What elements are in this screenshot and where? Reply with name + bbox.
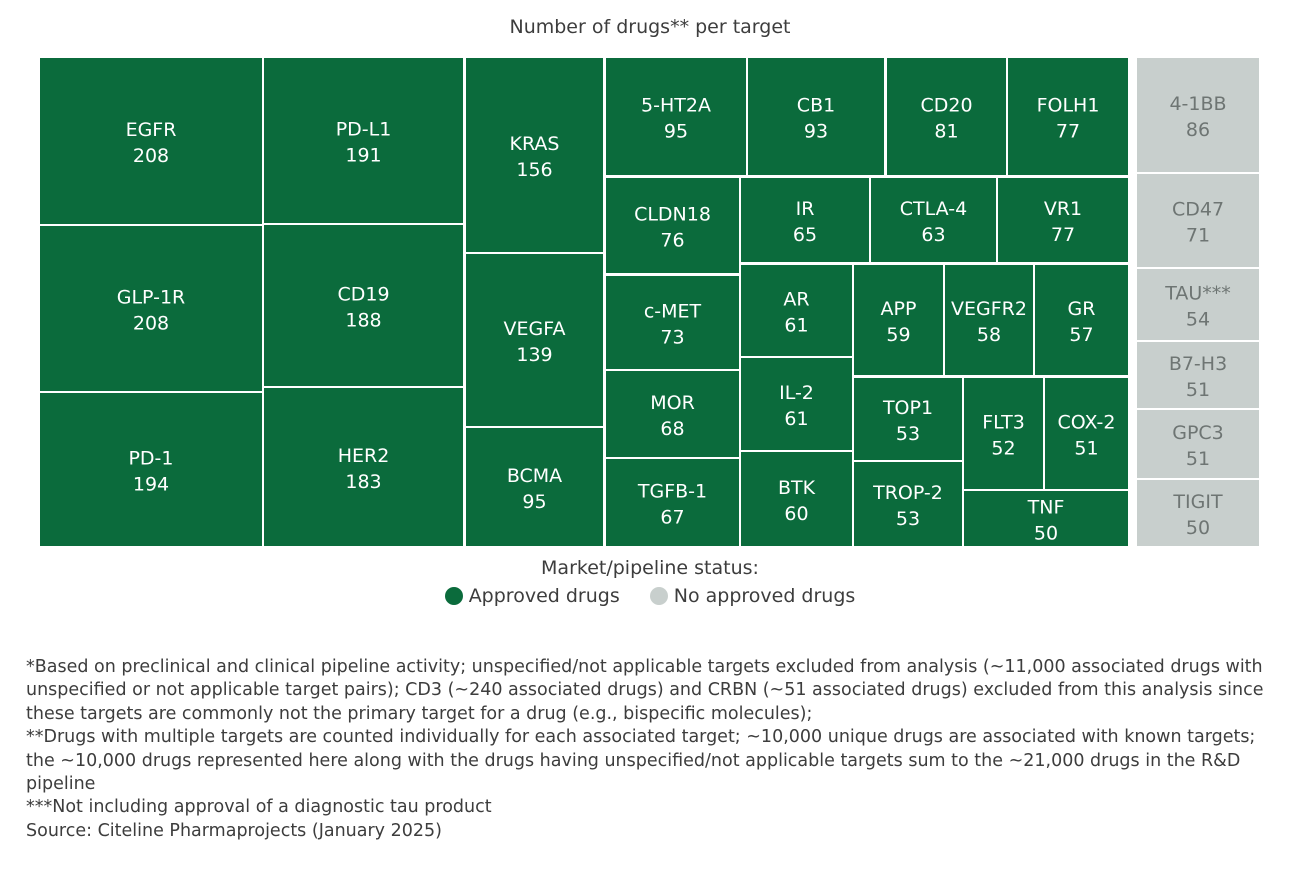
- legend: [0, 585, 1300, 607]
- treemap-rect-kras: [466, 58, 603, 252]
- treemap-label-vegfa: VEGFA: [503, 318, 566, 340]
- treemap-cell-gr: [1035, 265, 1128, 375]
- treemap-label-flt3: FLT3: [982, 411, 1025, 434]
- treemap-rect-vegfa: [466, 254, 603, 426]
- treemap-value-5-ht2a: 95: [663, 120, 689, 143]
- treemap-value-folh1: 77: [1055, 120, 1081, 143]
- treemap-cell-il-2: [741, 358, 852, 450]
- treemap-value-trop-2: 53: [895, 508, 921, 530]
- treemap-rect-top1: [854, 378, 962, 460]
- treemap-label-c-met: c-MET: [643, 300, 702, 323]
- treemap-value-tnf: 50: [1033, 522, 1059, 545]
- treemap-rect-ctla-4: [871, 178, 996, 262]
- treemap-cell-vegfa: [466, 254, 603, 426]
- treemap-label-tau: TAU***: [1165, 282, 1231, 305]
- footnote-1: *Based on preclinical and clinical pipeline activity; unspecified/not applicable targets excluded from analysis (~11,000 associated drugs with unspecified or not applicable target pairs); CD3 (~240 associated drugs) and CRBN (~51 associated drugs) excluded from this analysis since these targets are commonly not the primary target for a drug (e.g., bispecific molecules);: [26, 657, 1264, 724]
- treemap-value-flt3: 52: [991, 437, 1016, 460]
- treemap-label-cldn18: CLDN18: [634, 203, 711, 226]
- legend-item-approved: [445, 585, 620, 607]
- treemap-label-gr: GR: [1067, 298, 1096, 320]
- treemap-value-ar: 61: [784, 314, 809, 337]
- treemap-label-pd-l1: PD-L1: [335, 118, 392, 141]
- treemap-cell-ir: [741, 178, 869, 262]
- footnote-4: Source: Citeline Pharmaprojects (January 2025): [26, 820, 442, 841]
- treemap-cell-trop-2: [854, 462, 962, 546]
- legend-label-approved: Approved drugs: [468, 585, 620, 607]
- treemap-label-cb1: CB1: [796, 94, 836, 117]
- treemap-rect-app: [854, 265, 943, 375]
- treemap-value-cd47: 71: [1185, 224, 1211, 247]
- treemap-label-top1: TOP1: [882, 397, 934, 419]
- treemap-cell-tigit: [1137, 480, 1259, 546]
- treemap-value-top1: 53: [895, 423, 921, 445]
- legend-title: Market/pipeline status:: [541, 557, 759, 579]
- treemap-cell-egfr: [40, 58, 262, 224]
- treemap-label-ir: IR: [795, 198, 815, 220]
- treemap-value-gr: 57: [1069, 324, 1094, 346]
- treemap-label-kras: KRAS: [509, 133, 560, 155]
- treemap-label-ctla-4: CTLA-4: [899, 198, 968, 220]
- treemap-value-il-2: 61: [784, 408, 809, 430]
- treemap-value-ir: 65: [792, 224, 818, 246]
- treemap-label-5-ht2a: 5-HT2A: [641, 94, 711, 117]
- footnotes: [26, 656, 1286, 843]
- treemap-rect-cb1: [748, 58, 884, 175]
- treemap-value-kras: 156: [516, 159, 553, 181]
- treemap-rect-tgfb-1: [606, 459, 739, 546]
- treemap-rect-trop-2: [854, 462, 962, 546]
- treemap-cell-pd-1: [40, 393, 262, 546]
- treemap-label-b7-h3: B7-H3: [1168, 353, 1228, 375]
- treemap-cell-cldn18: [606, 178, 739, 273]
- treemap-cell-tau: [1137, 269, 1259, 340]
- treemap-cell-kras: [466, 58, 603, 252]
- treemap-label-tgfb-1: TGFB-1: [637, 480, 708, 503]
- treemap-value-btk: 60: [784, 503, 809, 525]
- treemap-value-4-1bb: 86: [1185, 119, 1211, 141]
- treemap-value-cox-2: 51: [1074, 437, 1099, 460]
- treemap-value-tigit: 50: [1185, 517, 1211, 539]
- chart-title: Number of drugs** per target: [509, 16, 791, 38]
- treemap-cell-b7-h3: [1137, 342, 1259, 408]
- treemap-rect-pd-1: [40, 393, 262, 546]
- treemap-label-tigit: TIGIT: [1173, 491, 1223, 513]
- treemap-value-vr1: 77: [1050, 224, 1076, 246]
- treemap-value-cldn18: 76: [660, 229, 685, 252]
- treemap-label-vr1: VR1: [1043, 198, 1083, 220]
- treemap-value-glp-1r: 208: [132, 312, 170, 335]
- treemap-value-tgfb-1: 67: [660, 506, 685, 529]
- treemap-value-app: 59: [886, 324, 911, 346]
- legend-swatch-approved: [445, 587, 463, 605]
- treemap-value-vegfa: 139: [516, 344, 553, 366]
- treemap-rect-5-ht2a: [606, 58, 746, 175]
- treemap-cell-vr1: [998, 178, 1128, 262]
- treemap-cell-ar: [741, 265, 852, 356]
- treemap-cell-cd20: [887, 58, 1006, 175]
- treemap-label-tnf: TNF: [1027, 496, 1065, 519]
- treemap-rect-gr: [1035, 265, 1128, 375]
- treemap-cell-app: [854, 265, 943, 375]
- treemap-label-bcma: BCMA: [506, 465, 563, 487]
- treemap-label-egfr: EGFR: [125, 119, 177, 141]
- treemap-value-cb1: 93: [803, 120, 829, 143]
- treemap-rect-egfr: [40, 58, 262, 224]
- treemap-value-bcma: 95: [522, 491, 547, 513]
- treemap-cell-cd47: [1137, 174, 1259, 267]
- treemap-rect-folh1: [1008, 58, 1128, 175]
- treemap-cell-bcma: [466, 428, 603, 546]
- footnote-3: ***Not including approval of a diagnostic tau product: [26, 797, 492, 818]
- treemap-label-cd19: CD19: [337, 283, 390, 306]
- treemap-label-folh1: FOLH1: [1036, 94, 1100, 117]
- treemap-rect-cd47: [1137, 174, 1259, 267]
- treemap-value-c-met: 73: [660, 326, 685, 349]
- treemap-value-mor: 68: [660, 418, 685, 440]
- treemap-label-pd-1: PD-1: [128, 447, 174, 470]
- treemap-rect-4-1bb: [1137, 58, 1259, 172]
- treemap-rect-flt3: [964, 378, 1043, 489]
- treemap-cell-ctla-4: [871, 178, 996, 262]
- treemap-cell-vegfr2: [945, 265, 1033, 375]
- treemap-rect-cox-2: [1045, 378, 1128, 489]
- treemap-label-ar: AR: [783, 288, 810, 311]
- treemap-rect-cd20: [887, 58, 1006, 175]
- legend-item-none: [650, 585, 856, 607]
- treemap-label-mor: MOR: [650, 392, 695, 414]
- treemap-rect-c-met: [606, 276, 739, 369]
- treemap-cell-her2: [264, 388, 463, 546]
- treemap-cell-cd19: [264, 225, 463, 386]
- treemap-rect-mor: [606, 371, 739, 457]
- treemap-cell-5-ht2a: [606, 58, 746, 175]
- treemap-label-vegfr2: VEGFR2: [951, 298, 1027, 320]
- treemap-cell-btk: [741, 452, 852, 546]
- treemap-value-gpc3: 51: [1185, 448, 1211, 470]
- treemap-label-4-1bb: 4-1BB: [1169, 93, 1227, 115]
- treemap-rect-cd19: [264, 225, 463, 386]
- treemap-cell-cox-2: [1045, 378, 1128, 489]
- treemap-label-gpc3: GPC3: [1172, 422, 1224, 444]
- treemap-value-pd-1: 194: [132, 473, 170, 496]
- footnote-2: **Drugs with multiple targets are counted individually for each associated target; ~10,000 unique drugs are associated with known targets; the ~10,000 drugs represented here along with the drugs having unspecified/not applicable targets sum to the ~21,000 drugs in the R&D pipeline: [26, 727, 1256, 795]
- treemap-label-trop-2: TROP-2: [873, 482, 943, 504]
- treemap-label-glp-1r: GLP-1R: [116, 286, 186, 309]
- treemap-value-cd19: 188: [345, 309, 382, 332]
- treemap-rect-ar: [741, 265, 852, 356]
- treemap-rect-vr1: [998, 178, 1128, 262]
- legend-label-none: No approved drugs: [673, 585, 856, 607]
- treemap-value-tau: 54: [1185, 308, 1211, 331]
- treemap-value-ctla-4: 63: [921, 224, 946, 246]
- treemap-label-il-2: IL-2: [779, 382, 814, 404]
- treemap-cell-tgfb-1: [606, 459, 739, 546]
- treemap-cell-glp-1r: [40, 226, 262, 391]
- treemap-label-her2: HER2: [337, 445, 390, 467]
- treemap-rect-ir: [741, 178, 869, 262]
- legend-swatch-none: [650, 587, 668, 605]
- treemap-label-btk: BTK: [777, 477, 816, 499]
- treemap-rect-bcma: [466, 428, 603, 546]
- treemap-cell-mor: [606, 371, 739, 457]
- treemap-rect-cldn18: [606, 178, 739, 273]
- treemap-value-her2: 183: [345, 471, 382, 493]
- treemap-value-vegfr2: 58: [976, 324, 1002, 346]
- treemap-rect-btk: [741, 452, 852, 546]
- treemap-rect-vegfr2: [945, 265, 1033, 375]
- treemap-value-egfr: 208: [132, 145, 170, 167]
- treemap-cell-pd-l1: [264, 58, 463, 223]
- treemap-rect-pd-l1: [264, 58, 463, 223]
- treemap-cell-c-met: [606, 276, 739, 369]
- treemap-label-cd47: CD47: [1171, 198, 1225, 221]
- treemap-label-cox-2: COX-2: [1057, 411, 1116, 434]
- treemap-cell-cb1: [748, 58, 884, 175]
- treemap-label-cd20: CD20: [920, 94, 973, 117]
- treemap-value-b7-h3: 51: [1185, 379, 1211, 401]
- treemap-value-cd20: 81: [934, 120, 959, 143]
- treemap-rect-glp-1r: [40, 226, 262, 391]
- treemap-cell-folh1: [1008, 58, 1128, 175]
- treemap-label-app: APP: [880, 298, 917, 320]
- treemap-cell-tnf: [964, 491, 1128, 546]
- treemap-rect-her2: [264, 388, 463, 546]
- treemap-cell-gpc3: [1137, 410, 1259, 478]
- treemap-value-pd-l1: 191: [345, 144, 382, 167]
- treemap-cell-top1: [854, 378, 962, 460]
- treemap-cell-4-1bb: [1137, 58, 1259, 172]
- treemap-rect-il-2: [741, 358, 852, 450]
- treemap-cell-flt3: [964, 378, 1043, 489]
